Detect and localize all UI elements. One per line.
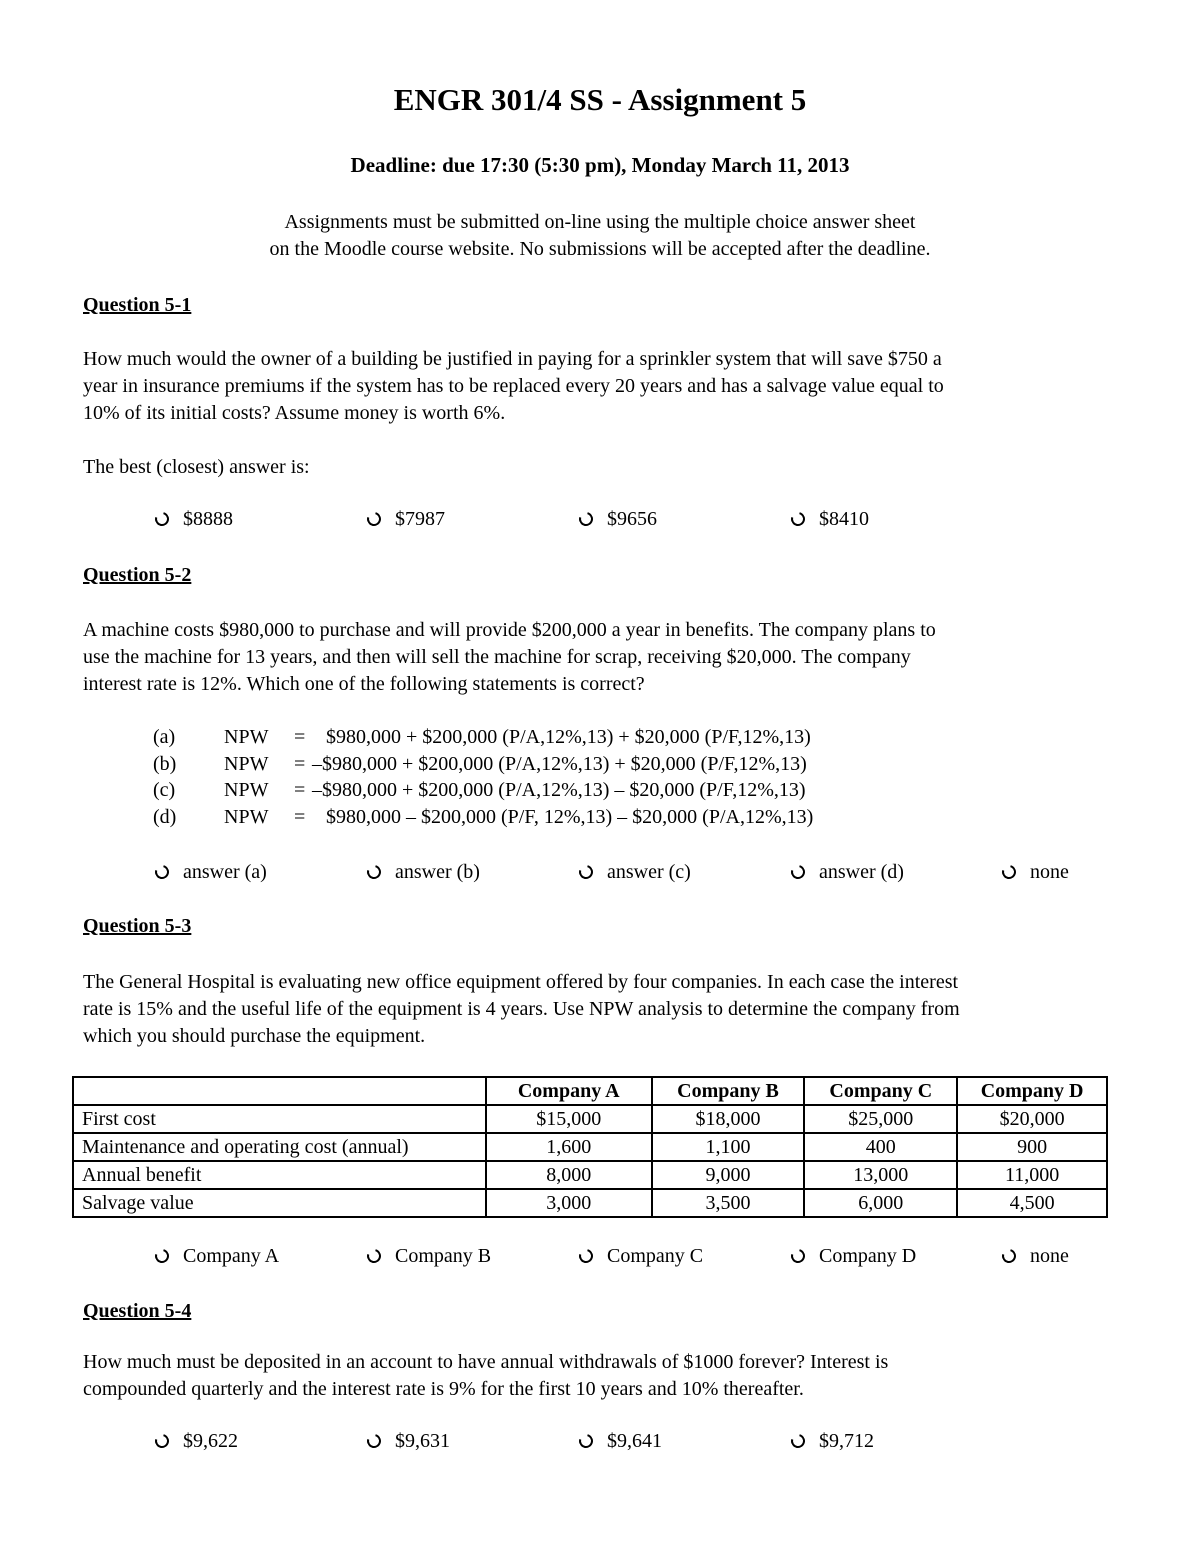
radio-icon[interactable] (576, 509, 595, 528)
table-cell: 900 (957, 1133, 1107, 1161)
deadline: Deadline: due 17:30 (5:30 pm), Monday March 11, 2013 (350, 153, 850, 177)
table-cell: 6,000 (804, 1189, 957, 1217)
table-cell: $25,000 (804, 1105, 957, 1133)
option-label: $9,631 (395, 1430, 450, 1452)
table-cell: $18,000 (652, 1105, 805, 1133)
question-2-heading: Question 5-2 (83, 564, 192, 586)
q2-option-c[interactable] (579, 861, 691, 884)
company-comparison-table (72, 1076, 1108, 1218)
radio-icon[interactable] (364, 1246, 383, 1265)
question-3-line: rate is 15% and the useful life of the equipment is 4 years. Use NPW analysis to determine the company from (83, 998, 960, 1020)
page-title: ENGR 301/4 SS - Assignment 5 (393, 82, 807, 117)
question-2-line: interest rate is 12%. Which one of the following statements is correct? (83, 673, 645, 695)
option-label: Company B (395, 1245, 492, 1267)
equation-d-eq: = (294, 806, 306, 828)
q2-option-d[interactable] (791, 861, 904, 884)
q1-option-3[interactable] (579, 508, 657, 531)
instructions-line-2: on the Moodle course website. No submissions will be accepted after the deadline. (269, 238, 931, 260)
question-1-heading: Question 5-1 (83, 294, 192, 316)
table-row (73, 1133, 1107, 1161)
equation-d-rhs: $980,000 – $200,000 (P/F, 12%,13) – $20,000 (P/A,12%,13) (326, 806, 814, 828)
option-label: Company C (607, 1245, 704, 1267)
table-row (73, 1189, 1107, 1217)
table-header-cell: Company B (652, 1077, 805, 1105)
option-label: $9,622 (183, 1430, 238, 1452)
table-cell: 13,000 (804, 1161, 957, 1189)
table-cell: First cost (73, 1105, 486, 1133)
equation-c-eq: = (294, 779, 306, 801)
radio-icon[interactable] (152, 509, 171, 528)
radio-icon[interactable] (152, 1246, 171, 1265)
radio-icon[interactable] (999, 862, 1018, 881)
question-3-line: which you should purchase the equipment. (83, 1025, 426, 1047)
radio-icon[interactable] (576, 1431, 595, 1450)
table-header-row (73, 1077, 1107, 1105)
option-label: $8888 (183, 508, 233, 530)
option-label: answer (c) (607, 861, 691, 883)
table-header-cell (73, 1077, 486, 1105)
table-cell: 9,000 (652, 1161, 805, 1189)
instructions-line-1: Assignments must be submitted on-line using the multiple choice answer sheet (284, 211, 916, 233)
table-cell: $15,000 (486, 1105, 652, 1133)
question-3-heading: Question 5-3 (83, 915, 192, 937)
question-1-text (83, 346, 944, 427)
question-1-prompt: The best (closest) answer is: (83, 456, 310, 478)
q3-option-none[interactable] (1002, 1245, 1069, 1268)
equation-d-lhs: NPW (224, 806, 269, 828)
radio-icon[interactable] (576, 862, 595, 881)
option-label: Company D (819, 1245, 917, 1267)
table-cell: 1,600 (486, 1133, 652, 1161)
radio-icon[interactable] (999, 1246, 1018, 1265)
radio-icon[interactable] (576, 1246, 595, 1265)
question-4-text (83, 1349, 888, 1403)
option-label: $8410 (819, 508, 869, 530)
question-3-line: The General Hospital is evaluating new office equipment offered by four companies. In each case the interest (83, 971, 959, 993)
equation-b-lhs: NPW (224, 753, 269, 775)
option-label: $7987 (395, 508, 445, 530)
q4-option-3[interactable] (579, 1430, 662, 1453)
radio-icon[interactable] (364, 509, 383, 528)
q4-option-4[interactable] (791, 1430, 874, 1453)
option-label: answer (d) (819, 861, 904, 883)
radio-icon[interactable] (152, 1431, 171, 1450)
question-4-line: How much must be deposited in an account to have annual withdrawals of $1000 forever? Interest is (83, 1351, 889, 1373)
table-row (73, 1105, 1107, 1133)
table-cell: 3,000 (486, 1189, 652, 1217)
q4-option-2[interactable] (367, 1430, 450, 1453)
table-cell: 8,000 (486, 1161, 652, 1189)
question-4-line: compounded quarterly and the interest rate is 9% for the first 10 years and 10% thereafter. (83, 1378, 804, 1400)
q4-option-1[interactable] (155, 1430, 238, 1453)
option-label: $9656 (607, 508, 657, 530)
equation-d-label: (d) (153, 806, 177, 828)
table-cell: Annual benefit (73, 1161, 486, 1189)
q3-option-company-d[interactable] (791, 1245, 916, 1268)
equation-a-lhs: NPW (224, 726, 269, 748)
q3-option-company-b[interactable] (367, 1245, 491, 1268)
option-label: $9,641 (607, 1430, 662, 1452)
question-1-line: year in insurance premiums if the system has to be replaced every 20 years and has a salvage value equal to (83, 375, 944, 397)
equation-b-rhs: –$980,000 + $200,000 (P/A,12%,13) + $20,000 (P/F,12%,13) (312, 753, 807, 775)
radio-icon[interactable] (788, 862, 807, 881)
radio-icon[interactable] (788, 1246, 807, 1265)
option-label: Company A (183, 1245, 280, 1267)
table-row (73, 1161, 1107, 1189)
equation-c-lhs: NPW (224, 779, 269, 801)
radio-icon[interactable] (364, 1431, 383, 1450)
q2-option-none[interactable] (1002, 861, 1069, 884)
question-3-text (83, 969, 960, 1050)
q2-option-a[interactable] (155, 861, 267, 884)
table-cell: 1,100 (652, 1133, 805, 1161)
radio-icon[interactable] (152, 862, 171, 881)
q2-option-b[interactable] (367, 861, 480, 884)
table-header-cell: Company A (486, 1077, 652, 1105)
equation-a-eq: = (294, 726, 306, 748)
question-2-line: A machine costs $980,000 to purchase and will provide $200,000 a year in benefits. The company plans to (83, 619, 936, 641)
question-4-heading: Question 5-4 (83, 1300, 192, 1322)
equation-c-rhs: –$980,000 + $200,000 (P/A,12%,13) – $20,000 (P/F,12%,13) (312, 779, 806, 801)
table-cell: 4,500 (957, 1189, 1107, 1217)
table-header-cell: Company C (804, 1077, 957, 1105)
question-1-line: 10% of its initial costs? Assume money is worth 6%. (83, 402, 506, 424)
question-2-text (83, 617, 936, 698)
q3-option-company-a[interactable] (155, 1245, 279, 1268)
question-1-line: How much would the owner of a building be justified in paying for a sprinkler system that will save $750 a (83, 348, 942, 370)
equation-c-label: (c) (153, 779, 176, 801)
equation-b-eq: = (294, 753, 306, 775)
option-label: answer (a) (183, 861, 267, 883)
option-label: none (1030, 1245, 1069, 1267)
q1-option-1[interactable] (155, 508, 233, 531)
option-label: $9,712 (819, 1430, 874, 1452)
radio-icon[interactable] (788, 1431, 807, 1450)
option-label: answer (b) (395, 861, 480, 883)
radio-icon[interactable] (788, 509, 807, 528)
question-2-line: use the machine for 13 years, and then will sell the machine for scrap, receiving $20,000. The company (83, 646, 911, 668)
q3-option-company-c[interactable] (579, 1245, 703, 1268)
radio-icon[interactable] (364, 862, 383, 881)
table-cell: 400 (804, 1133, 957, 1161)
table-cell: 11,000 (957, 1161, 1107, 1189)
table-cell: Maintenance and operating cost (annual) (73, 1133, 486, 1161)
option-label: none (1030, 861, 1069, 883)
q1-option-2[interactable] (367, 508, 445, 531)
table-cell: $20,000 (957, 1105, 1107, 1133)
table-header-cell: Company D (957, 1077, 1107, 1105)
equation-a-rhs: $980,000 + $200,000 (P/A,12%,13) + $20,000 (P/F,12%,13) (326, 726, 811, 748)
equation-b-label: (b) (153, 753, 177, 775)
table-cell: Salvage value (73, 1189, 486, 1217)
equation-a-label: (a) (153, 726, 176, 748)
table-cell: 3,500 (652, 1189, 805, 1217)
q1-option-4[interactable] (791, 508, 869, 531)
